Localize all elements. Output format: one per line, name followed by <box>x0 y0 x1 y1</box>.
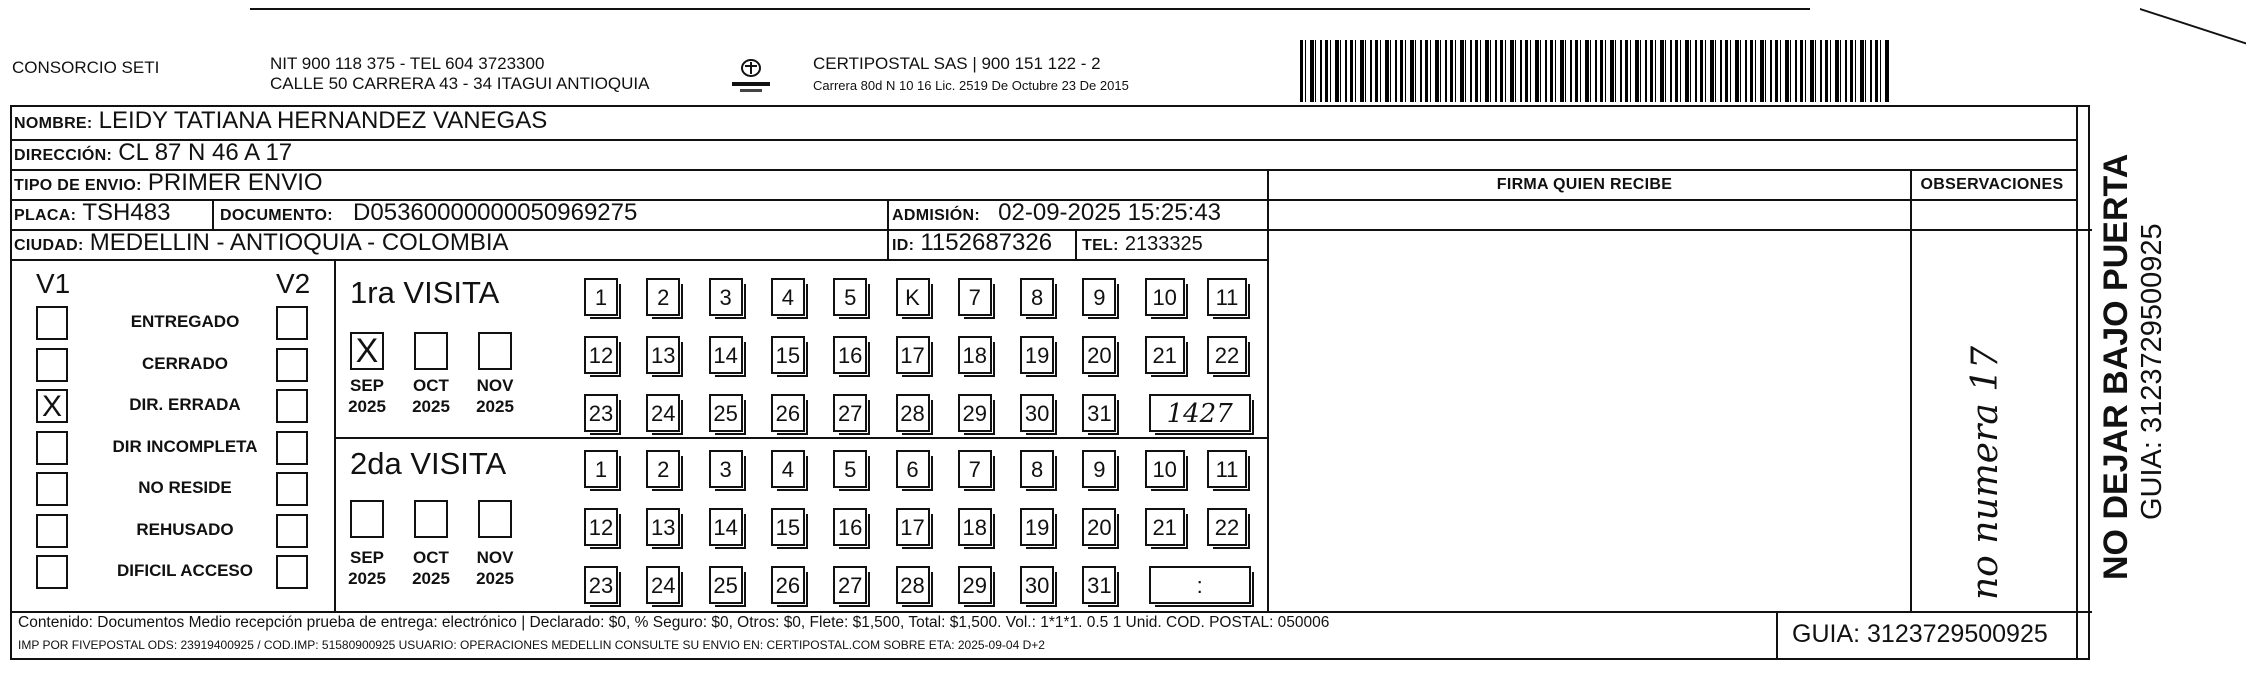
visit2-day-box[interactable]: 13 <box>646 508 680 546</box>
visit2-day-box[interactable]: 15 <box>771 508 805 546</box>
id-row <box>892 228 1052 261</box>
v1-checkbox[interactable] <box>36 306 68 340</box>
visit1-day-box[interactable]: 25 <box>709 394 743 432</box>
visit1-month-label: OCT <box>413 376 449 395</box>
v1-checkbox[interactable] <box>36 348 68 382</box>
visit2-day-box[interactable]: 9 <box>1082 450 1116 488</box>
status-label: DIFICIL ACCESO <box>116 561 253 580</box>
placa-label: PLACA: <box>14 207 77 224</box>
visit1-day-box[interactable]: 2 <box>646 278 680 316</box>
visit1-day-box[interactable]: 3 <box>709 278 743 316</box>
ciudad-value: MEDELLIN - ANTIOQUIA - COLOMBIA <box>89 229 509 256</box>
visit2-day-box[interactable]: 14 <box>709 508 743 546</box>
v1-checkbox[interactable] <box>36 514 68 548</box>
visit2-day-box[interactable]: 4 <box>771 450 805 488</box>
v1-checkbox[interactable] <box>36 431 68 465</box>
id-value: 1152687326 <box>920 229 1053 256</box>
visit2-day-box[interactable]: 31 <box>1082 566 1116 604</box>
top-edge-line <box>250 8 1810 10</box>
visit1-month-label: SEP <box>349 376 385 395</box>
visit1-day-box[interactable]: 10 <box>1145 278 1185 316</box>
visit1-month-checkbox[interactable] <box>414 332 448 370</box>
visit1-day-box[interactable]: 5 <box>833 278 867 316</box>
visit1-year-label: 2025 <box>412 397 450 416</box>
footer-print-info: IMP POR FIVEPOSTAL ODS: 23919400925 / COD.IMP: 51580900925 USUARIO: OPERACIONES MEDELLIN CONSULTE SU ENVIO EN: CERTIPOSTAL.COM SOBRE ETA: 2025-09-04 D+2 <box>18 638 1045 652</box>
visit2-day-box[interactable]: 19 <box>1020 508 1054 546</box>
footer-content: Contenido: Documentos Medio recepción prueba de entrega: electrónico | Declarado: $0, % Seguro: $0, Otros: $0, Flete: $1,500, Total: $1,500. Vol.: 1*1*1. 0.5 1 Unid. COD. POSTAL: 050006 <box>18 614 1330 631</box>
nombre-value: LEIDY TATIANA HERNANDEZ VANEGAS <box>98 107 548 134</box>
visit2-day-box[interactable]: 21 <box>1145 508 1185 546</box>
visit1-day-box[interactable]: 16 <box>833 336 867 374</box>
v2-checkbox[interactable] <box>276 472 308 506</box>
visit1-day-box[interactable]: 26 <box>771 394 805 432</box>
visit2-month-checkbox[interactable] <box>350 500 384 538</box>
v1-header: V1 <box>36 268 71 299</box>
certipostal-address: Carrera 80d N 10 16 Lic. 2519 De Octubre 23 De 2015 <box>813 78 1129 93</box>
visit2-month-label: OCT <box>413 548 449 567</box>
placa-value: TSH483 <box>82 199 171 226</box>
visit2-day-box[interactable]: 20 <box>1082 508 1116 546</box>
v1-checkbox[interactable] <box>36 472 68 506</box>
v2-checkbox[interactable] <box>276 389 308 423</box>
documento-label: DOCUMENTO: <box>220 207 333 224</box>
visit2-day-box[interactable]: 10 <box>1145 450 1185 488</box>
visit1-day-box[interactable]: 24 <box>646 394 680 432</box>
visit2-day-box[interactable]: 30 <box>1020 566 1054 604</box>
certipostal-name: CERTIPOSTAL SAS | 900 151 122 - 2 <box>813 54 1101 73</box>
visit1-day-box[interactable]: K <box>896 278 930 316</box>
visit2-day-box[interactable]: 28 <box>896 566 930 604</box>
tipo-envio-value: PRIMER ENVIO <box>147 169 323 196</box>
visit2-day-box[interactable]: 25 <box>709 566 743 604</box>
visit2-day-box[interactable]: 23 <box>584 566 618 604</box>
v1-checkbox[interactable]: X <box>36 389 68 423</box>
visit1-day-box[interactable]: 29 <box>958 394 992 432</box>
direccion-row <box>14 138 292 171</box>
visit1-month-checkbox[interactable]: X <box>350 332 384 370</box>
status-label: DIR. ERRADA <box>129 395 241 414</box>
visit2-day-box[interactable]: 22 <box>1207 508 1247 546</box>
visit2-month-checkbox[interactable] <box>478 500 512 538</box>
admision-label: ADMISIÓN: <box>892 207 981 224</box>
v2-checkbox[interactable] <box>276 348 308 382</box>
nombre-label: NOMBRE: <box>14 115 93 132</box>
visit1-day-box[interactable]: 8 <box>1020 278 1054 316</box>
visit2-year-label: 2025 <box>348 569 386 588</box>
visit2-day-box[interactable]: 3 <box>709 450 743 488</box>
company-name: CONSORCIO SETI <box>12 58 160 77</box>
observaciones-label: OBSERVACIONES <box>1920 176 2064 193</box>
visit2-day-box[interactable]: 1 <box>584 450 618 488</box>
visit2-month-label: SEP <box>349 548 385 567</box>
visit1-day-box[interactable]: 7 <box>958 278 992 316</box>
v2-checkbox[interactable] <box>276 555 308 589</box>
visit2-day-box[interactable]: 29 <box>958 566 992 604</box>
visit2-month-label: NOV <box>476 548 514 567</box>
visit1-day-box[interactable]: 22 <box>1207 336 1247 374</box>
tipo-envio-label: TIPO DE ENVIO: <box>14 177 142 194</box>
visit1-day-box[interactable]: 31 <box>1082 394 1116 432</box>
visit1-year-label: 2025 <box>476 397 514 416</box>
footer-guia: GUIA: 3123729500925 <box>1792 620 2048 648</box>
tel-row <box>1082 228 1203 261</box>
admision-value: 02-09-2025 15:25:43 <box>998 199 1222 226</box>
observaciones-note: no numera 17 <box>1965 345 2006 600</box>
visit2-year-label: 2025 <box>476 569 514 588</box>
visit2-day-box[interactable]: 6 <box>896 450 930 488</box>
v1-checkbox[interactable] <box>36 555 68 589</box>
tel-label: TEL: <box>1082 237 1119 254</box>
visit2-month-checkbox[interactable] <box>414 500 448 538</box>
visit1-day-box[interactable]: 21 <box>1145 336 1185 374</box>
visit2-day-box[interactable]: 2 <box>646 450 680 488</box>
visit2-day-box[interactable]: 17 <box>896 508 930 546</box>
visit1-day-box[interactable]: 15 <box>771 336 805 374</box>
visit1-month-checkbox[interactable] <box>478 332 512 370</box>
status-label: CERRADO <box>142 353 228 373</box>
visit2-day-box[interactable]: 8 <box>1020 450 1054 488</box>
company-nit: NIT 900 118 375 - TEL 604 3723300 <box>270 54 545 73</box>
visit2-title: 2da VISITA <box>350 446 507 481</box>
ciudad-label: CIUDAD: <box>14 237 84 254</box>
status-label: ENTREGADO <box>130 312 240 331</box>
status-label: NO RESIDE <box>138 478 232 497</box>
right-edge-bevel <box>2140 8 2246 106</box>
visit1-day-box[interactable]: 19 <box>1020 336 1054 374</box>
status-label: REHUSADO <box>136 519 234 539</box>
visit1-day-box[interactable]: 14 <box>709 336 743 374</box>
visit1-day-box[interactable]: 23 <box>584 394 618 432</box>
nombre-row <box>14 106 547 139</box>
visit1-day-box[interactable]: 13 <box>646 336 680 374</box>
visit1-time-box[interactable]: 1427 <box>1149 394 1251 432</box>
visit2-day-box[interactable]: 27 <box>833 566 867 604</box>
direccion-label: DIRECCIÓN: <box>14 147 113 164</box>
visit2-time-box[interactable]: : <box>1149 566 1251 604</box>
firma-label: FIRMA QUIEN RECIBE <box>1496 176 1673 193</box>
visit1-day-box[interactable]: 9 <box>1082 278 1116 316</box>
visit2-day-box[interactable]: 16 <box>833 508 867 546</box>
visit1-day-box[interactable]: 17 <box>896 336 930 374</box>
side-guia: GUIA: 3123729500925 <box>2136 223 2168 520</box>
visit2-year-label: 2025 <box>412 569 450 588</box>
visit1-day-box[interactable]: 30 <box>1020 394 1054 432</box>
visit1-day-box[interactable]: 12 <box>584 336 618 374</box>
visit2-day-box[interactable]: 7 <box>958 450 992 488</box>
tel-value: 2133325 <box>1124 233 1203 255</box>
v2-checkbox[interactable] <box>276 306 308 340</box>
visit2-day-box[interactable]: 11 <box>1207 450 1247 488</box>
visit1-title: 1ra VISITA <box>350 275 500 310</box>
visit2-day-box[interactable]: 26 <box>771 566 805 604</box>
v2-checkbox[interactable] <box>276 514 308 548</box>
ciudad-row <box>14 228 509 261</box>
id-label: ID: <box>892 237 915 254</box>
visit2-day-box[interactable]: 12 <box>584 508 618 546</box>
status-label: DIR INCOMPLETA <box>112 436 258 456</box>
v2-checkbox[interactable] <box>276 431 308 465</box>
direccion-value: CL 87 N 46 A 17 <box>118 139 293 166</box>
visit1-day-box[interactable]: 28 <box>896 394 930 432</box>
visit1-day-box[interactable]: 1 <box>584 278 618 316</box>
barcode <box>1300 40 1890 102</box>
placa-row <box>14 198 170 231</box>
visit1-day-box[interactable]: 18 <box>958 336 992 374</box>
visit2-day-box[interactable]: 24 <box>646 566 680 604</box>
visit1-day-box[interactable]: 20 <box>1082 336 1116 374</box>
visit1-year-label: 2025 <box>348 397 386 416</box>
company-address: CALLE 50 CARRERA 43 - 34 ITAGUI ANTIOQUIA <box>270 74 650 93</box>
v2-header: V2 <box>276 268 311 299</box>
visit2-day-box[interactable]: 18 <box>958 508 992 546</box>
admision-row <box>892 198 1221 231</box>
tipo-envio-row <box>14 168 323 201</box>
side-warning: NO DEJAR BAJO PUERTA <box>2097 153 2135 580</box>
visit1-day-box[interactable]: 27 <box>833 394 867 432</box>
certipostal-logo <box>728 56 774 96</box>
documento-value: D05360000000050969275 <box>353 199 638 226</box>
visit1-day-box[interactable]: 11 <box>1207 278 1247 316</box>
documento-row <box>220 198 637 231</box>
visit2-day-box[interactable]: 5 <box>833 450 867 488</box>
visit1-month-label: NOV <box>476 376 514 395</box>
visit1-day-box[interactable]: 4 <box>771 278 805 316</box>
